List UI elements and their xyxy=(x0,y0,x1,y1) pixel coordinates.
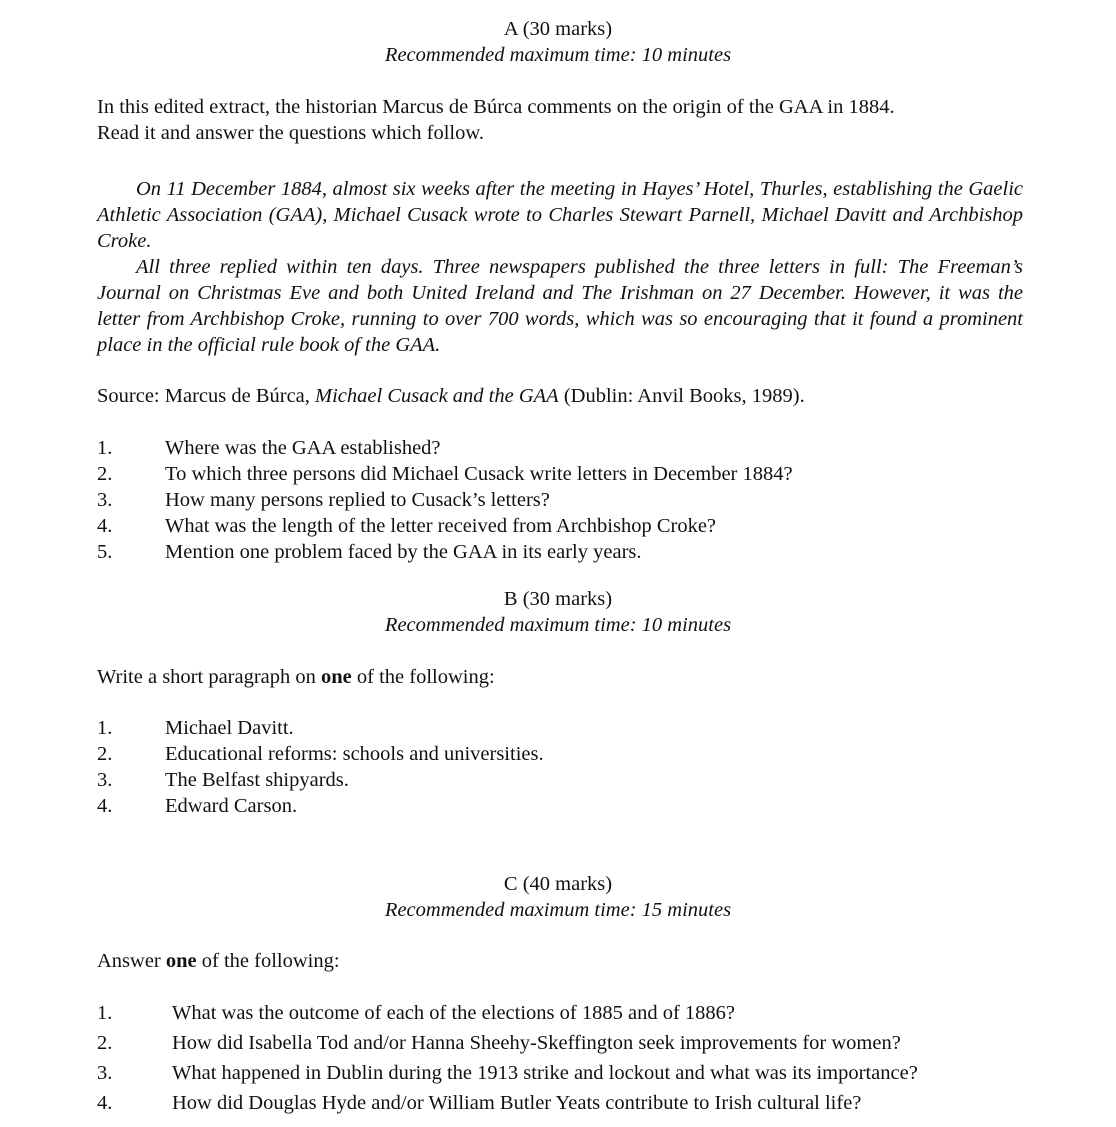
question-number: 2. xyxy=(97,463,113,485)
question-c1 xyxy=(97,1000,1057,1026)
question-text: To which three persons did Michael Cusack write letters in December 1884? xyxy=(165,463,793,485)
section-b-heading: B (30 marks) xyxy=(503,588,613,610)
question-c3 xyxy=(97,1060,1057,1086)
topic-text: Edward Carson. xyxy=(165,795,298,817)
section-c-instruction xyxy=(97,948,1027,974)
instruction-text: Write a short paragraph on xyxy=(97,666,322,688)
extract-paragraph-2: All three replied within ten days. Three newspapers published the three letters in full: The Freeman’s Journal on Christmas Eve and both United Ireland and The Irishman on 27 December. However, it was the letter from Archbishop Croke, running to over 700 words, which was so encouraging that it found a prominent place in the official rule book of the GAA. xyxy=(97,256,1023,356)
topic-b3 xyxy=(97,767,1037,793)
question-number: 3. xyxy=(97,489,113,511)
question-number: 2. xyxy=(97,1032,113,1054)
question-number: 4. xyxy=(97,1092,113,1114)
question-text: What was the length of the letter received from Archbishop Croke? xyxy=(165,515,717,537)
topic-text: The Belfast shipyards. xyxy=(165,769,349,791)
question-text: How did Douglas Hyde and/or William Butler Yeats contribute to Irish cultural life? xyxy=(172,1092,862,1114)
extract-paragraph-1: On 11 December 1884, almost six weeks after the meeting in Hayes’ Hotel, Thurles, establishing the Gaelic Athletic Association (GAA), Michael Cusack wrote to Charles Stewart Parnell, Michael Davitt and Archbishop Croke. xyxy=(97,178,1023,252)
topic-number: 2. xyxy=(97,743,113,765)
question-a4 xyxy=(97,513,1037,539)
topic-number: 4. xyxy=(97,795,113,817)
question-a2 xyxy=(97,461,1037,487)
historical-extract xyxy=(97,176,1023,358)
question-number: 1. xyxy=(97,1002,113,1024)
question-number: 4. xyxy=(97,515,113,537)
question-a3 xyxy=(97,487,1037,513)
topic-text: Educational reforms: schools and universities. xyxy=(165,743,544,765)
instruction-text: Answer xyxy=(97,950,166,972)
topic-number: 1. xyxy=(97,717,113,739)
question-c4 xyxy=(97,1090,1057,1116)
section-b-time: Recommended maximum time: 10 minutes xyxy=(384,614,732,636)
question-a1 xyxy=(97,435,1037,461)
topic-b1 xyxy=(97,715,1037,741)
question-text: What was the outcome of each of the elections of 1885 and of 1886? xyxy=(172,1002,735,1024)
topic-number: 3. xyxy=(97,769,113,791)
question-number: 1. xyxy=(97,437,113,459)
question-number: 5. xyxy=(97,541,113,563)
section-a-intro-line-2: Read it and answer the questions which follow. xyxy=(97,122,484,144)
question-a5 xyxy=(97,539,1037,565)
source-title: Michael Cusack and the GAA xyxy=(315,385,559,407)
question-text: How did Isabella Tod and/or Hanna Sheehy-Skeffington seek improvements for women? xyxy=(172,1032,901,1054)
instruction-emphasis: one xyxy=(321,666,352,688)
section-a-intro-line-1: In this edited extract, the historian Marcus de Búrca comments on the origin of the GAA in 1884. xyxy=(97,96,895,118)
section-c-time: Recommended maximum time: 15 minutes xyxy=(384,899,732,921)
section-a-heading: A (30 marks) xyxy=(503,18,613,40)
question-text: How many persons replied to Cusack’s letters? xyxy=(165,489,550,511)
instruction-text: of the following: xyxy=(351,666,495,688)
instruction-text: of the following: xyxy=(196,950,340,972)
question-text: What happened in Dublin during the 1913 strike and lockout and what was its importance? xyxy=(172,1062,918,1084)
source-suffix: (Dublin: Anvil Books, 1989). xyxy=(558,385,805,407)
topic-text: Michael Davitt. xyxy=(165,717,294,739)
topic-b2 xyxy=(97,741,1037,767)
section-a-time: Recommended maximum time: 10 minutes xyxy=(384,44,732,66)
topic-b4 xyxy=(97,793,1037,819)
instruction-emphasis: one xyxy=(165,950,197,972)
extract-source xyxy=(97,383,1027,409)
question-text: Where was the GAA established? xyxy=(165,437,441,459)
question-c2 xyxy=(97,1030,1057,1056)
source-prefix: Source: Marcus de Búrca, xyxy=(97,385,316,407)
question-number: 3. xyxy=(97,1062,113,1084)
question-text: Mention one problem faced by the GAA in its early years. xyxy=(165,541,642,563)
section-b-instruction xyxy=(97,664,1027,690)
section-c-heading: C (40 marks) xyxy=(503,873,613,895)
